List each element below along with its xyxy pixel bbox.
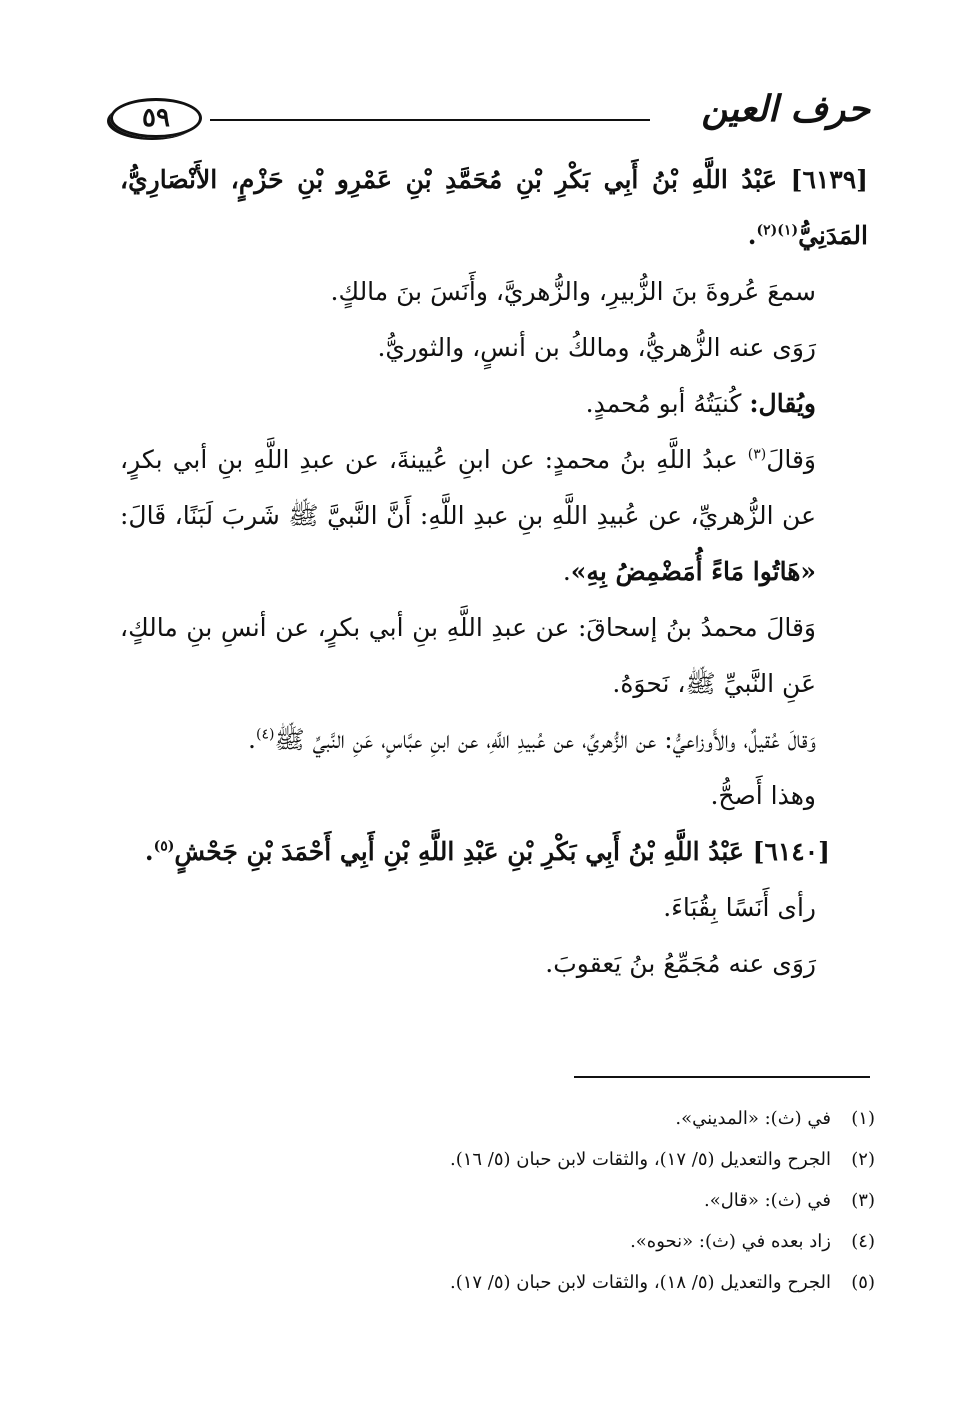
page-number: ٥٩ — [110, 98, 202, 138]
entry-heading-6140: [٦١٤٠] عَبْدُ اللَّهِ بْنُ أَبِي بَكْرِ بْنِ عَبْدِ اللَّهِ بْنِ أَبِي أَحْمَدَ بْنِ جَحْشٍ$^{(٥)}$. — [144, 837, 830, 866]
entry-heading-6139: [٦١٣٩] عَبْدُ اللَّهِ بْنُ أَبِي بَكْرِ بْنِ مُحَمَّدِ بْنِ عَمْرِو بْنِ حَزْمٍ، الأَنْصَارِيُّ، المَدَنِيُّ$^{(١)(٢)}$. — [120, 165, 868, 250]
hadith-quote: «هَاتُوا مَاءً أُمَضْمِضُ بِهِ» — [570, 557, 816, 586]
footnote-number: (٢) — [851, 1149, 875, 1170]
footnote-text: الجرح والتعديل (٥/ ١٨)، والثقات لابن حبان (٥/ ١٧). — [449, 1272, 831, 1293]
footnote-separator — [574, 1076, 870, 1078]
entry-heading-text: [٦١٣٩] عَبْدُ اللَّهِ بْنُ أَبِي بَكْرِ بْنِ مُحَمَّدِ بْنِ عَمْرِو بْنِ حَزْمٍ، الأَنْصَارِيُّ، المَدَنِيُّ — [120, 165, 868, 250]
paragraph-text: وَقالَ عُقيلٌ، والأَوزاعيُّ: عن الزُّهريِّ، عن عُبيدِ اللَّهِ، عن ابنِ عبَّاسٍ، عَنِ النَّبيِّ ﷺ — [274, 725, 816, 754]
narration-line: رأى أَنَسًا بِقُبَاءَ. — [663, 893, 816, 922]
footnote-text: الجرح والتعديل (٥/ ١٧)، والثقات لابن حبان (٥/ ١٦). — [449, 1149, 831, 1170]
narration-line: سمعَ عُروةَ بنَ الزُّبيرِ، والزُّهريَّ، وأَنَسَ بنَ مالكٍ. — [330, 277, 816, 306]
footnote-ref: (١)(٢) — [756, 222, 799, 239]
footnote — [300, 1139, 875, 1180]
footnote-ref: (٣) — [747, 446, 767, 463]
narration-line: رَوَى عنه الزُّهريُّ، ومالكُ بن أنسٍ، والثوريُّ. — [377, 333, 816, 362]
narration-paragraph — [120, 712, 868, 768]
main-text — [120, 152, 868, 992]
chapter-title: حرف العين — [701, 88, 870, 130]
footnote-ref: (٤) — [256, 726, 275, 743]
footnote — [300, 1221, 875, 1262]
kunya-label: ويُقال: — [749, 389, 816, 418]
entry-heading-text: [٦١٤٠] عَبْدُ اللَّهِ بْنُ أَبِي بَكْرِ بْنِ عَبْدِ اللَّهِ بْنِ أَبِي أَحْمَدَ بْنِ جَحْشٍ — [174, 837, 830, 866]
kunya-line — [120, 376, 868, 432]
footnote-number: (٣) — [851, 1190, 875, 1211]
narration-paragraph: وَقالَ محمدُ بنُ إسحاقَ: عن عبدِ اللَّهِ بنِ أبي بكرٍ، عن أنسِ بنِ مالكٍ، عَنِ النَّبيِّ ﷺ، نَحوَهُ. — [120, 613, 816, 698]
footnote-number: (٥) — [851, 1272, 875, 1293]
footnote — [300, 1098, 875, 1139]
conclusion-line: وهذا أَصحُّ. — [710, 781, 816, 810]
footnote-text: في (ث): «المديني». — [675, 1108, 831, 1129]
footnote — [300, 1180, 875, 1221]
footnote-ref: (٥) — [153, 838, 175, 855]
page-header — [110, 88, 870, 148]
narration-line: رَوَى عنه مُجَمِّعُ بنُ يَعقوبَ. — [545, 949, 816, 978]
footnotes — [300, 1098, 875, 1303]
paragraph-end: . — [562, 557, 571, 586]
footnote-number: (٤) — [851, 1231, 875, 1252]
footnote — [300, 1262, 875, 1303]
footnote-number: (١) — [851, 1108, 875, 1129]
footnote-text: زاد بعده في (ث): «نحوه». — [630, 1231, 831, 1252]
paragraph-start: وَقالَ — [766, 445, 816, 474]
paragraph-text: عبدُ اللَّهِ بنُ محمدٍ: عن ابنِ عُيينةَ، عن عبدِ اللَّهِ بنِ أبي بكرٍ، عن الزُّهريِّ، عن عُبيدِ اللَّهِ بنِ عبدِ اللَّهِ: أَنَّ النَّبيَّ ﷺ شَربَ لَبَنًا، قَالَ: — [120, 445, 816, 530]
paragraph-end: . — [248, 725, 256, 754]
kunya-text: كُنيَتُهُ أبو مُحمدٍ. — [585, 389, 742, 418]
narration-paragraph — [120, 432, 868, 600]
footnote-text: في (ث): «قال». — [703, 1190, 831, 1211]
header-rule — [210, 119, 650, 121]
